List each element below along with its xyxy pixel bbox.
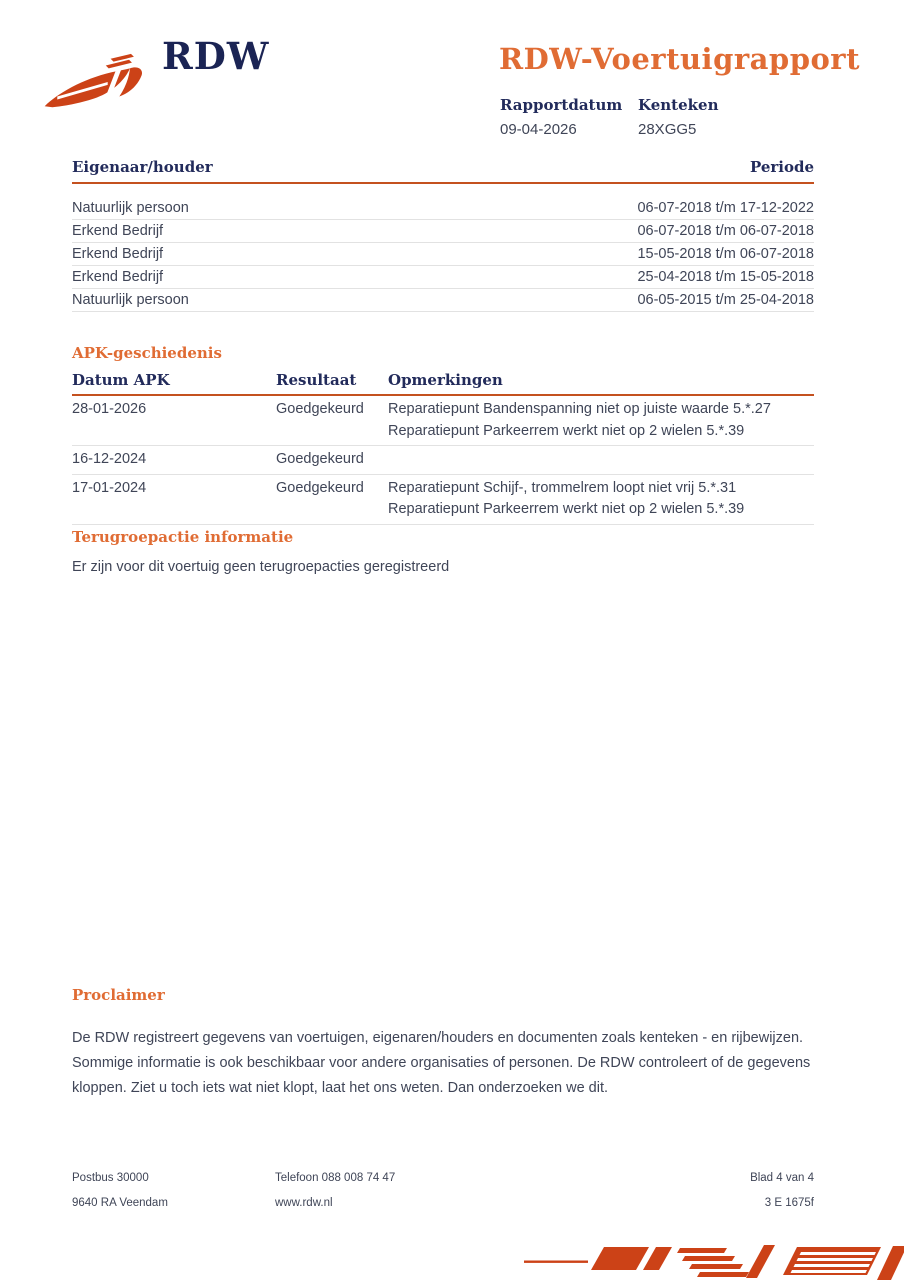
owner-table-row bbox=[72, 197, 814, 220]
apk-table-header bbox=[72, 371, 814, 389]
kenteken-field bbox=[638, 96, 776, 138]
proclaimer-section bbox=[72, 986, 814, 1101]
owner-section bbox=[72, 158, 814, 312]
apk-table-row bbox=[72, 475, 814, 525]
owner-table-row bbox=[72, 266, 814, 289]
apk-result-cell: Goedgekeurd bbox=[276, 451, 364, 467]
footer-postbus: Postbus 30000 bbox=[72, 1172, 149, 1184]
recall-section bbox=[72, 528, 814, 575]
proclaimer-title: Proclaimer bbox=[72, 986, 165, 1004]
apk-remarks-cell bbox=[388, 449, 814, 471]
owner-table-row bbox=[72, 243, 814, 266]
period-cell: 06-07-2018 t/m 17-12-2022 bbox=[637, 200, 814, 216]
period-column-header: Periode bbox=[749, 158, 814, 176]
rapportdatum-field bbox=[500, 96, 638, 138]
apk-table-row bbox=[72, 446, 814, 475]
owner-column-header: Eigenaar/houder bbox=[72, 158, 213, 176]
page-footer bbox=[72, 1166, 814, 1216]
apk-history-section bbox=[72, 344, 814, 525]
rdw-wordmark: RDW bbox=[162, 34, 270, 78]
page-title: RDW-Voertuigrapport bbox=[499, 42, 860, 76]
apk-result-cell: Goedgekeurd bbox=[276, 479, 364, 496]
period-cell: 06-07-2018 t/m 06-07-2018 bbox=[637, 223, 814, 239]
owner-cell: Natuurlijk persoon bbox=[72, 200, 189, 216]
rdw-speed-lines-graphic bbox=[512, 1242, 904, 1280]
apk-remark-line: Reparatiepunt Bandenspanning niet op juiste waarde 5.*.27 bbox=[388, 401, 771, 417]
rdw-logo-icon bbox=[38, 50, 158, 114]
owner-table-row bbox=[72, 289, 814, 312]
footer-page-indicator: Blad 4 van 4 bbox=[750, 1172, 814, 1184]
report-meta bbox=[500, 96, 776, 138]
apk-remark-line: Reparatiepunt Schijf-, trommelrem loopt niet vrij 5.*.31 bbox=[388, 479, 737, 496]
footer-form-code: 3 E 1675f bbox=[764, 1197, 814, 1209]
owner-cell: Erkend Bedrijf bbox=[72, 223, 164, 239]
apk-date-cell: 16-12-2024 bbox=[72, 451, 147, 467]
footer-website: www.rdw.nl bbox=[275, 1197, 333, 1209]
apk-date-cell: 28-01-2026 bbox=[72, 401, 147, 417]
apk-result-cell: Goedgekeurd bbox=[276, 401, 364, 417]
period-cell: 06-05-2015 t/m 25-04-2018 bbox=[637, 292, 814, 308]
footer-city: 9640 RA Veendam bbox=[72, 1197, 168, 1209]
apk-table-row bbox=[72, 396, 814, 446]
owner-table bbox=[72, 197, 814, 312]
apk-section-title: APK-geschiedenis bbox=[72, 344, 222, 362]
apk-remarks-cell bbox=[388, 399, 814, 442]
rapportdatum-label: Rapportdatum bbox=[500, 96, 623, 114]
rapportdatum-value: 09-04-2026 bbox=[500, 121, 577, 138]
kenteken-label: Kenteken bbox=[638, 96, 719, 114]
owner-cell: Natuurlijk persoon bbox=[72, 292, 189, 308]
owner-cell: Erkend Bedrijf bbox=[72, 246, 164, 262]
owner-cell: Erkend Bedrijf bbox=[72, 269, 164, 285]
recall-text: Er zijn voor dit voertuig geen terugroepacties geregistreerd bbox=[72, 559, 450, 575]
apk-remarks-cell bbox=[388, 478, 814, 521]
apk-col-opmerkingen: Opmerkingen bbox=[388, 371, 503, 389]
apk-table bbox=[72, 396, 814, 525]
kenteken-value: 28XGG5 bbox=[638, 121, 697, 138]
apk-date-cell: 17-01-2024 bbox=[72, 479, 147, 496]
proclaimer-text: De RDW registreert gegevens van voertuigen, eigenaren/houders en documenten zoals kenteken - en rijbewijzen. Sommige informatie is ook beschikbaar voor andere organisaties of personen. De RDW controleert of de gegevens kloppen. Ziet u toch iets wat niet klopt, laat het ons weten. Dan onderzoeken we dit. bbox=[72, 1030, 811, 1096]
period-cell: 25-04-2018 t/m 15-05-2018 bbox=[637, 269, 814, 285]
apk-col-resultaat: Resultaat bbox=[276, 371, 357, 389]
apk-col-datum: Datum APK bbox=[72, 371, 170, 389]
apk-remark-line: Reparatiepunt Parkeerrem werkt niet op 2 wielen 5.*.39 bbox=[388, 422, 745, 439]
footer-phone: Telefoon 088 008 74 47 bbox=[275, 1172, 396, 1184]
owner-table-row bbox=[72, 220, 814, 243]
recall-section-title: Terugroepactie informatie bbox=[72, 528, 294, 546]
owner-header-rule bbox=[72, 182, 814, 184]
apk-remark-line: Reparatiepunt Parkeerrem werkt niet op 2 wielen 5.*.39 bbox=[388, 501, 745, 517]
period-cell: 15-05-2018 t/m 06-07-2018 bbox=[637, 246, 814, 262]
